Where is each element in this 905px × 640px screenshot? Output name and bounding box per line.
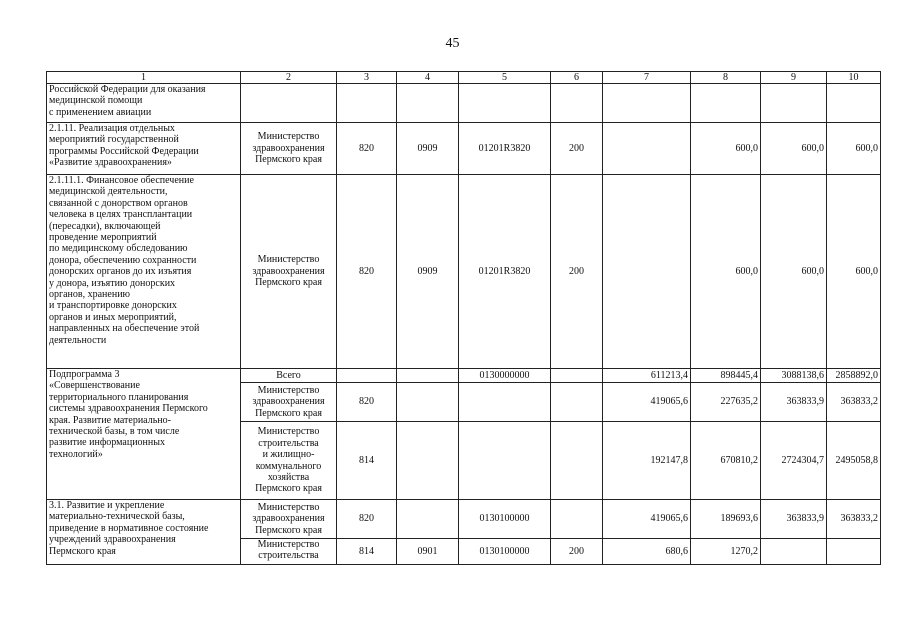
page-number: 45 <box>445 36 460 51</box>
amount-cell: 363833,9 <box>761 383 827 422</box>
amount-cell: 2495058,8 <box>827 422 881 500</box>
amount-cell <box>827 539 881 565</box>
table-cell: 0909 <box>397 123 459 175</box>
table-cell <box>459 383 551 422</box>
table-cell <box>551 84 603 123</box>
table-cell: 814 <box>337 422 397 500</box>
table-row <box>47 84 881 123</box>
table-cell: 0130100000 <box>459 539 551 565</box>
column-header: 5 <box>459 72 551 84</box>
amount-cell: 2724304,7 <box>761 422 827 500</box>
organization-cell: Министерство здравоохранения Пермского края <box>241 500 337 539</box>
table-cell <box>337 369 397 383</box>
table-cell <box>691 84 761 123</box>
amount-cell <box>603 123 691 175</box>
table-cell: 01201R3820 <box>459 123 551 175</box>
table-cell <box>827 84 881 123</box>
table-cell: 820 <box>337 175 397 369</box>
amount-cell <box>603 175 691 369</box>
table-cell: 820 <box>337 500 397 539</box>
table-cell: 0909 <box>397 175 459 369</box>
table-row <box>47 369 881 383</box>
table-cell <box>551 369 603 383</box>
row-name-cell: 3.1. Развитие и укрепление материально-технической базы, приведение в нормативное состояние учреждений здравоохранения Пермского края <box>47 500 241 565</box>
row-name-cell: 2.1.11. Реализация отдельных мероприятий государственной программы Российской Федерации «Развитие здравоохранения» <box>47 123 241 175</box>
amount-cell: 363833,2 <box>827 500 881 539</box>
table-cell <box>603 84 691 123</box>
column-header: 6 <box>551 72 603 84</box>
amount-cell: 600,0 <box>691 123 761 175</box>
table-cell: Всего <box>241 369 337 383</box>
table-row <box>47 123 881 175</box>
table-row <box>47 175 881 369</box>
table-cell <box>459 84 551 123</box>
organization-cell: Министерство здравоохранения Пермского края <box>241 123 337 175</box>
amount-cell: 419065,6 <box>603 383 691 422</box>
table-cell <box>397 369 459 383</box>
table-cell: 0130000000 <box>459 369 551 383</box>
table-cell: 200 <box>551 175 603 369</box>
table-cell <box>761 84 827 123</box>
amount-cell: 3088138,6 <box>761 369 827 383</box>
amount-cell: 600,0 <box>827 123 881 175</box>
organization-cell: Министерство строительства <box>241 539 337 565</box>
table-cell: 200 <box>551 123 603 175</box>
column-header: 8 <box>691 72 761 84</box>
amount-cell: 600,0 <box>761 175 827 369</box>
table-cell: 814 <box>337 539 397 565</box>
table-cell <box>337 84 397 123</box>
amount-cell <box>761 539 827 565</box>
column-header: 2 <box>241 72 337 84</box>
table-cell <box>397 84 459 123</box>
amount-cell: 898445,4 <box>691 369 761 383</box>
amount-cell: 192147,8 <box>603 422 691 500</box>
row-name-cell: 2.1.11.1. Финансовое обеспечение медицинской деятельности, связанной с донорством органов человека в целях трансплантации (пересадки), включающей проведение мероприятий по медицинскому обследованию донора, обеспечению сохранности донорских органов до их изъятия у донора, изъятию донорских органов, хранению и транспортировке донорских органов и иных мероприятий, направленных на обеспечение этой деятельности <box>47 175 241 369</box>
column-header: 10 <box>827 72 881 84</box>
table-cell <box>551 500 603 539</box>
organization-cell: Министерство строительства и жилищно- коммунального хозяйства Пермского края <box>241 422 337 500</box>
table-cell: 200 <box>551 539 603 565</box>
amount-cell: 611213,4 <box>603 369 691 383</box>
amount-cell: 1270,2 <box>691 539 761 565</box>
amount-cell: 600,0 <box>761 123 827 175</box>
column-header: 7 <box>603 72 691 84</box>
table-cell <box>397 383 459 422</box>
amount-cell: 670810,2 <box>691 422 761 500</box>
amount-cell: 600,0 <box>691 175 761 369</box>
table-row <box>47 500 881 539</box>
table-cell <box>397 422 459 500</box>
header-row <box>47 72 881 84</box>
row-name-cell: Российской Федерации для оказания медицинской помощи с применением авиации <box>47 84 241 123</box>
table-cell <box>551 422 603 500</box>
amount-cell: 680,6 <box>603 539 691 565</box>
organization-cell: Министерство здравоохранения Пермского края <box>241 383 337 422</box>
amount-cell: 600,0 <box>827 175 881 369</box>
table-cell: 0901 <box>397 539 459 565</box>
amount-cell: 363833,2 <box>827 383 881 422</box>
amount-cell: 419065,6 <box>603 500 691 539</box>
table-cell: 820 <box>337 123 397 175</box>
column-header: 9 <box>761 72 827 84</box>
budget-table <box>46 71 881 565</box>
table-cell <box>241 84 337 123</box>
column-header: 4 <box>397 72 459 84</box>
amount-cell: 189693,6 <box>691 500 761 539</box>
column-header: 1 <box>47 72 241 84</box>
amount-cell: 2858892,0 <box>827 369 881 383</box>
table-cell <box>397 500 459 539</box>
table-cell: 820 <box>337 383 397 422</box>
table-cell: 0130100000 <box>459 500 551 539</box>
table-cell <box>459 422 551 500</box>
organization-cell: Министерство здравоохранения Пермского края <box>241 175 337 369</box>
amount-cell: 227635,2 <box>691 383 761 422</box>
column-header: 3 <box>337 72 397 84</box>
row-name-cell: Подпрограмма 3 «Совершенствование территориального планирования системы здравоохранения Пермского края. Развитие материально- технической базы, в том числе развитие информационных технологий» <box>47 369 241 500</box>
table-cell: 01201R3820 <box>459 175 551 369</box>
table-cell <box>551 383 603 422</box>
amount-cell: 363833,9 <box>761 500 827 539</box>
